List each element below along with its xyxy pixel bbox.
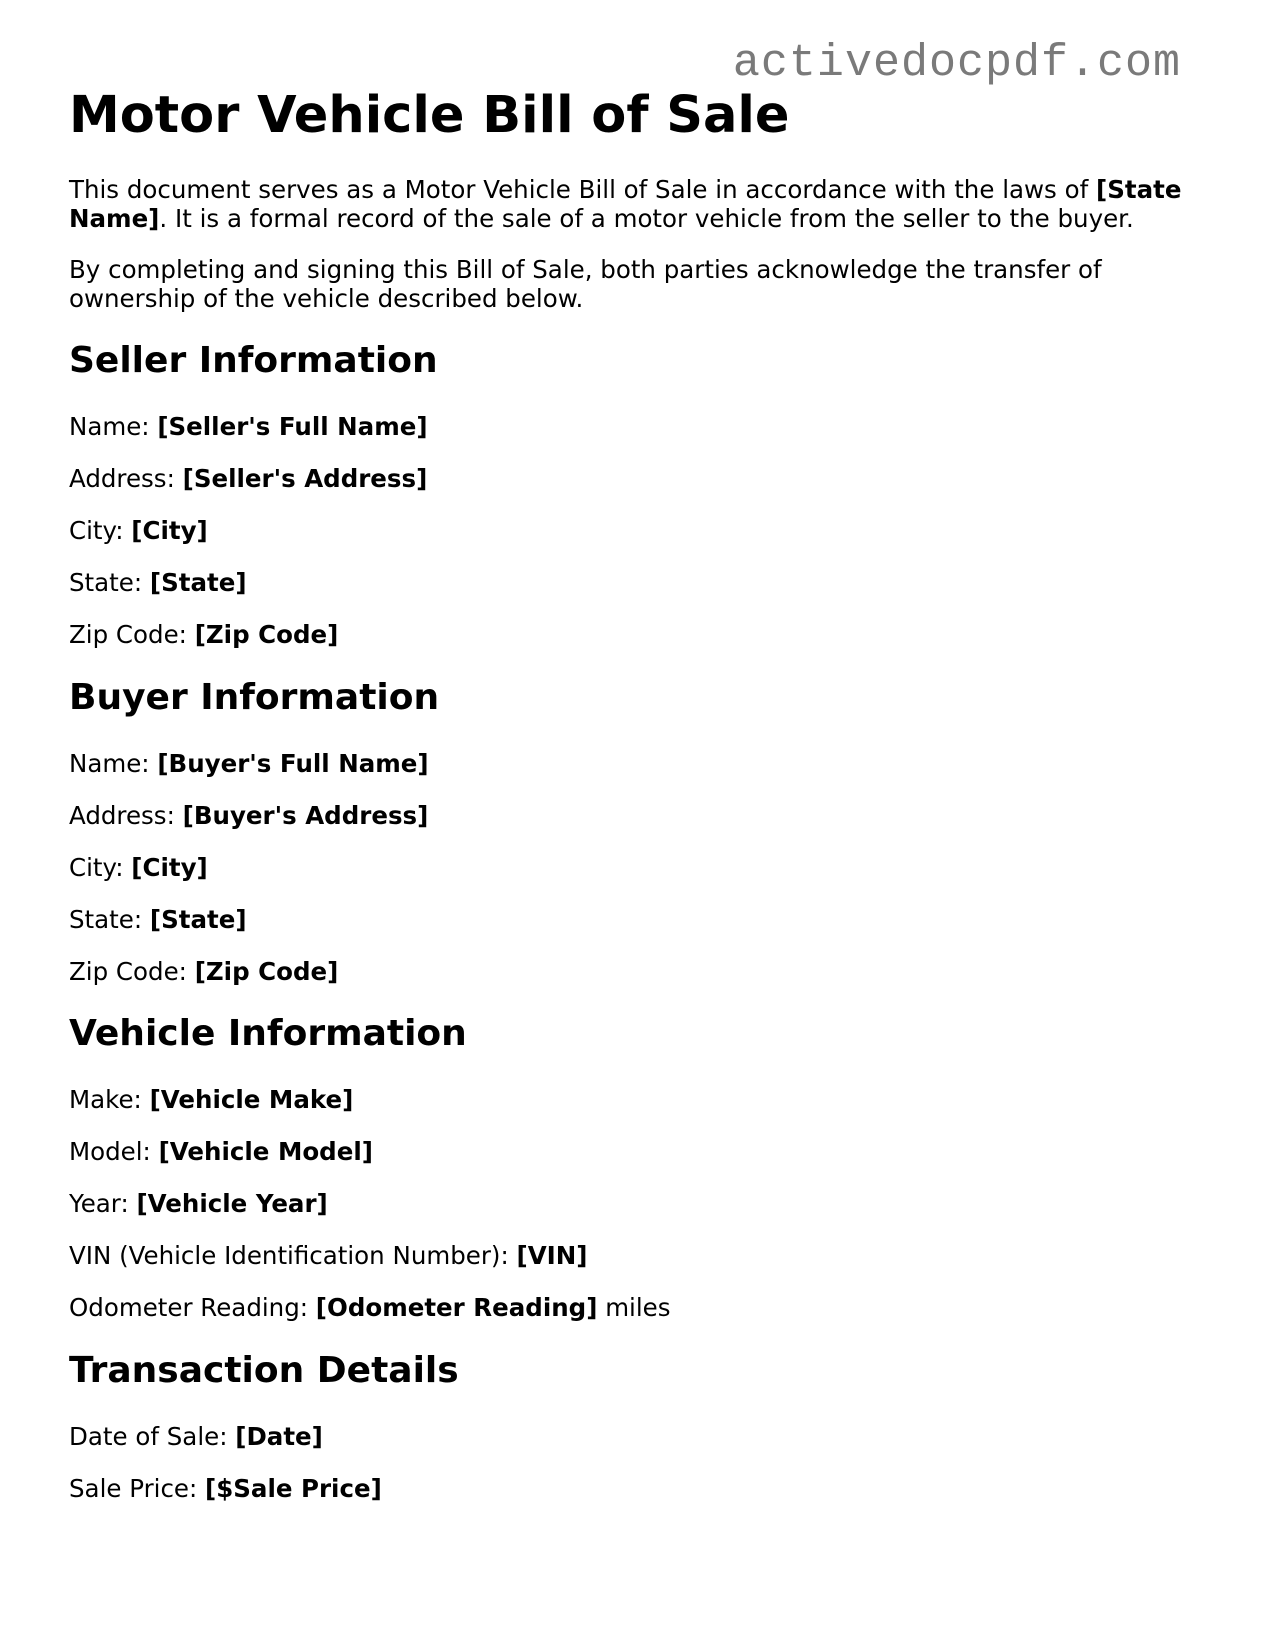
vehicle-model-field xyxy=(69,1137,373,1166)
seller-heading: Seller Information xyxy=(69,340,438,381)
field-value: [VIN] xyxy=(516,1241,588,1270)
field-label: Date of Sale: xyxy=(69,1422,236,1451)
intro-text-before: This document serves as a Motor Vehicle Bill of Sale in accordance with the laws of xyxy=(69,175,1097,204)
vehicle-year-field xyxy=(69,1189,328,1218)
field-value: [Vehicle Make] xyxy=(149,1085,354,1114)
field-label: State: xyxy=(69,568,150,597)
field-value: [Seller's Full Name] xyxy=(157,412,428,441)
field-value: [Zip Code] xyxy=(194,957,339,986)
field-value: [State] xyxy=(149,568,247,597)
transaction-date-field xyxy=(69,1422,323,1451)
intro-text-after: . It is a formal record of the sale of a motor vehicle from the seller to the buyer. xyxy=(159,204,1134,233)
buyer-address-field xyxy=(69,801,428,830)
field-value: [City] xyxy=(131,853,208,882)
field-label: Odometer Reading: xyxy=(69,1293,316,1322)
vehicle-vin-field xyxy=(69,1241,588,1270)
field-value: [Zip Code] xyxy=(194,620,339,649)
intro-paragraph-2: By completing and signing this Bill of Sale, both parties acknowledge the transfer of ownership of the vehicle described below. xyxy=(69,255,1102,313)
field-label: Name: xyxy=(69,412,158,441)
field-label: Model: xyxy=(69,1137,159,1166)
buyer-name-field xyxy=(69,749,429,778)
buyer-zip-field xyxy=(69,957,338,986)
field-label: Sale Price: xyxy=(69,1474,206,1503)
transaction-heading: Transaction Details xyxy=(69,1350,459,1391)
field-suffix: miles xyxy=(597,1293,671,1322)
field-value: [Buyer's Address] xyxy=(182,801,429,830)
seller-name-field xyxy=(69,412,428,441)
buyer-heading: Buyer Information xyxy=(69,677,440,718)
intro-state-placeholder: [State Name] xyxy=(69,175,1182,233)
seller-state-field xyxy=(69,568,247,597)
field-value: [Vehicle Year] xyxy=(136,1189,328,1218)
field-value: [City] xyxy=(131,516,208,545)
field-value: [Seller's Address] xyxy=(182,464,428,493)
document-title: Motor Vehicle Bill of Sale xyxy=(69,86,790,145)
field-label: Year: xyxy=(69,1189,137,1218)
transaction-price-field xyxy=(69,1474,382,1503)
field-label: State: xyxy=(69,905,150,934)
field-label: City: xyxy=(69,853,132,882)
field-value: [$Sale Price] xyxy=(205,1474,382,1503)
seller-city-field xyxy=(69,516,208,545)
field-value: [Odometer Reading] xyxy=(315,1293,598,1322)
field-value: [Buyer's Full Name] xyxy=(157,749,429,778)
field-label: Name: xyxy=(69,749,158,778)
vehicle-make-field xyxy=(69,1085,353,1114)
field-value: [Vehicle Model] xyxy=(158,1137,373,1166)
vehicle-odometer-field xyxy=(69,1293,671,1322)
seller-zip-field xyxy=(69,620,338,649)
field-value: [State] xyxy=(149,905,247,934)
field-value: [Date] xyxy=(235,1422,323,1451)
vehicle-heading: Vehicle Information xyxy=(69,1013,467,1054)
field-label: Make: xyxy=(69,1085,150,1114)
buyer-state-field xyxy=(69,905,247,934)
seller-address-field xyxy=(69,464,427,493)
watermark: activedocpdf.com xyxy=(732,38,1181,89)
buyer-city-field xyxy=(69,853,208,882)
field-label: VIN (Vehicle Identification Number): xyxy=(69,1241,517,1270)
field-label: Address: xyxy=(69,464,183,493)
field-label: City: xyxy=(69,516,132,545)
field-label: Address: xyxy=(69,801,183,830)
field-label: Zip Code: xyxy=(69,957,195,986)
field-label: Zip Code: xyxy=(69,620,195,649)
intro-paragraph-1 xyxy=(69,175,1199,233)
